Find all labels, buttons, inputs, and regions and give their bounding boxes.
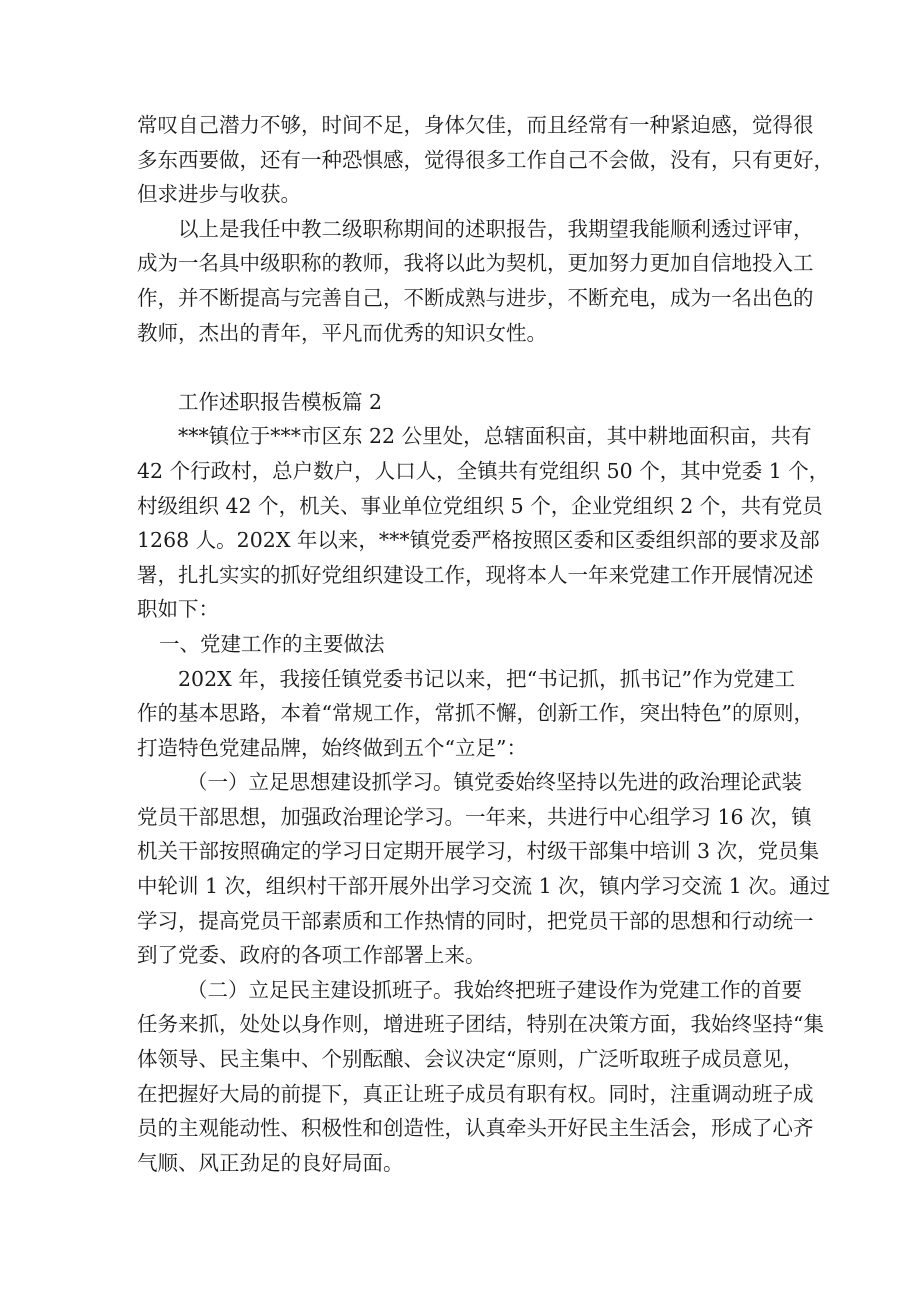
section-title: 工作述职报告模板篇 2	[178, 389, 383, 414]
text-line: 中轮训 1 次，组织村干部开展外出学习交流 1 次，镇内学习交流 1 次。通过	[137, 874, 831, 899]
text-line: 气顺、风正劲足的良好局面。	[137, 1150, 404, 1175]
paragraph	[137, 765, 831, 973]
text-line: 在把握好大局的前提下，真正让班子成员有职有权。同时，注重调动班子成	[137, 1081, 814, 1106]
text-line: 1268 人。202X 年以来，***镇党委严格按照区委和区委组织部的要求及部	[137, 528, 820, 553]
text-line: 打造特色党建品牌，始终做到五个“立足”：	[137, 735, 527, 760]
text-line: 202X 年，我接任镇党委书记以来，把“书记抓，抓书记”作为党建工	[178, 666, 795, 691]
text-line: （一）立足思想建设抓学习。镇党委始终坚持以先进的政治理论武装	[187, 770, 802, 795]
subsection-title: 一、党建工作的主要做法	[159, 631, 385, 656]
text-line: 教师，杰出的青年，平凡而优秀的知识女性。	[137, 320, 547, 345]
paragraph	[137, 212, 814, 350]
text-line: 党员干部思想，加强政治理论学习。一年来，共进行中心组学习 16 次，镇	[137, 804, 812, 829]
text-line: ***镇位于***市区东 22 公里处，总辖面积亩，其中耕地面积亩，共有	[178, 424, 812, 449]
paragraph	[137, 662, 814, 766]
text-line: 以上是我任中教二级职称期间的述职报告，我期望我能顺利透过评审，	[178, 216, 814, 241]
text-line: 成为一名具中级职称的教师，我将以此为契机，更加努力更加自信地投入工	[137, 251, 814, 276]
text-line: 任务来抓，处处以身作则，增进班子团结，特别在决策方面，我始终坚持“集	[137, 1012, 824, 1037]
text-line: 但求进步与收获。	[137, 182, 301, 207]
paragraph	[137, 419, 830, 627]
text-line: 机关干部按照确定的学习日定期开展学习，村级干部集中培训 3 次，党员集	[137, 839, 820, 864]
spacer	[137, 350, 795, 385]
paragraph	[137, 108, 834, 212]
text-line: 作，并不断提高与完善自己，不断成熟与进步，不断充电，成为一名出色的	[137, 285, 814, 310]
text-line: 到了党委、政府的各项工作部署上来。	[137, 943, 486, 968]
text-line: 常叹自己潜力不够，时间不足，身体欠佳，而且经常有一种紧迫感，觉得很	[137, 113, 814, 137]
text-line: 体领导、民主集中、个别酝酿、会议决定“原则，广泛听取班子成员意见，	[137, 1047, 804, 1072]
text-line: 学习，提高党员干部素质和工作热情的同时，把党员干部的思想和行动统一	[137, 908, 814, 933]
document-body	[137, 108, 834, 1180]
text-line: 员的主观能动性、积极性和创造性，认真牵头开好民主生活会，形成了心齐	[137, 1116, 814, 1141]
text-line: 多东西要做，还有一种恐惧感，觉得很多工作自己不会做，没有，只有更好，	[137, 147, 834, 172]
text-line: （二）立足民主建设抓班子。我始终把班子建设作为党建工作的首要	[187, 977, 802, 1002]
text-line: 村级组织 42 个，机关、事业单位党组织 5 个，企业党组织 2 个，共有党员	[137, 493, 823, 518]
paragraph	[137, 973, 824, 1181]
text-line: 职如下：	[137, 597, 219, 622]
text-line: 署，扎扎实实的抓好党组织建设工作，现将本人一年来党建工作开展情况述	[137, 562, 814, 587]
text-line: 42 个行政村，总户数户，人口人，全镇共有党组织 50 个，其中党委 1 个，	[137, 458, 830, 483]
text-line: 作的基本思路，本着“常规工作，常抓不懈，创新工作，突出特色”的原则，	[137, 701, 814, 726]
